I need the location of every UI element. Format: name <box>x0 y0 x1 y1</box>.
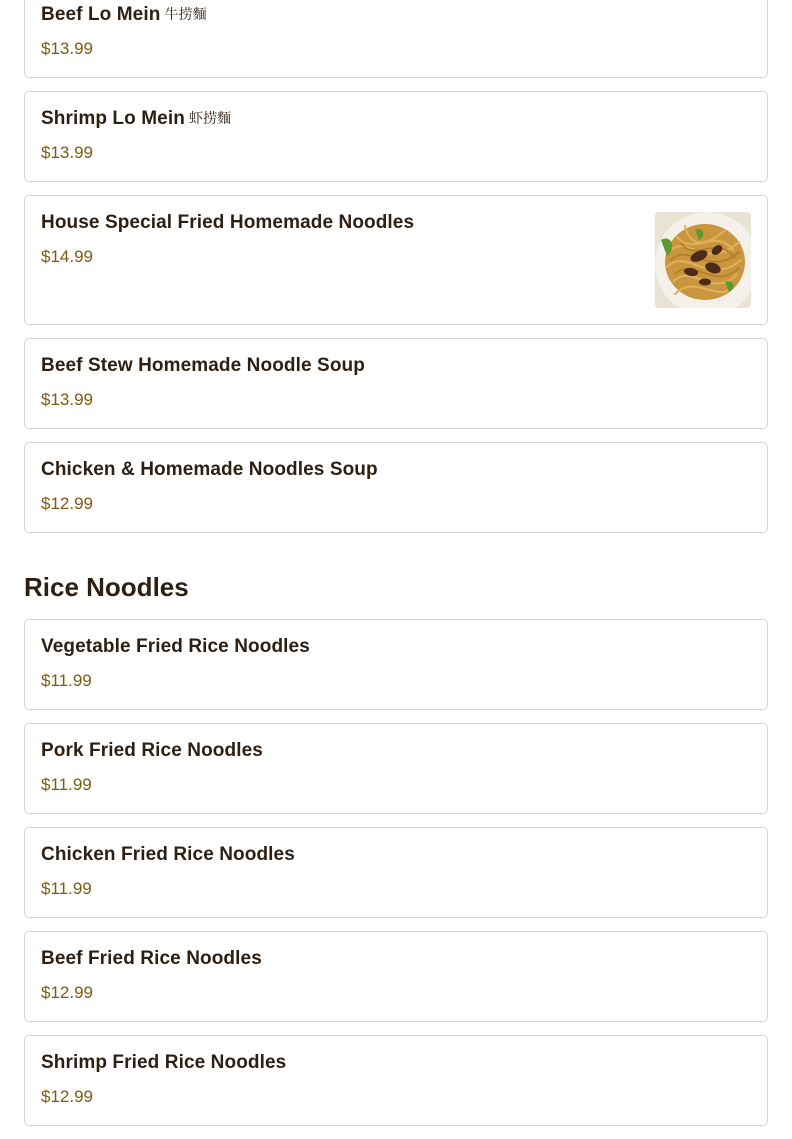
menu-item-card[interactable] <box>24 442 768 533</box>
menu-item-name: Pork Fried Rice Noodles <box>41 740 263 761</box>
fried-noodles-photo-icon <box>655 212 751 308</box>
section-title-rice-noodles: Rice Noodles <box>24 572 189 602</box>
noodles-item-list <box>24 0 768 533</box>
menu-item-price: $12.99 <box>41 1087 93 1106</box>
menu-item-price: $14.99 <box>41 247 93 266</box>
menu-item-name: Shrimp Lo Mein 虾捞麵 <box>41 108 232 129</box>
menu-item-chinese-name: 虾捞麵 <box>188 111 232 127</box>
menu-item-card[interactable] <box>24 931 768 1022</box>
menu-item-name: Beef Fried Rice Noodles <box>41 948 262 969</box>
menu-item-name: Vegetable Fried Rice Noodles <box>41 636 310 657</box>
menu-item-price: $11.99 <box>41 879 92 898</box>
menu-item-price: $12.99 <box>41 494 93 513</box>
menu-item-price: $11.99 <box>41 775 92 794</box>
menu-item-photo[interactable] <box>655 212 751 308</box>
menu-item-card[interactable] <box>24 338 768 429</box>
rice-noodles-item-list <box>24 619 768 1126</box>
menu-item-name: Beef Lo Mein 牛捞麵 <box>41 4 207 25</box>
menu-item-price: $13.99 <box>41 390 93 409</box>
menu-item-card[interactable] <box>24 91 768 182</box>
menu-item-card[interactable] <box>24 0 768 78</box>
menu-item-name: Shrimp Fried Rice Noodles <box>41 1052 287 1073</box>
menu-item-price: $13.99 <box>41 143 93 162</box>
menu-item-name: Chicken Fried Rice Noodles <box>41 844 295 865</box>
menu-item-card[interactable] <box>24 619 768 710</box>
menu-item-card[interactable] <box>24 827 768 918</box>
menu-item-price: $13.99 <box>41 39 93 58</box>
menu-item-price: $11.99 <box>41 671 92 690</box>
menu-item-name: Chicken & Homemade Noodles Soup <box>41 459 378 480</box>
menu-item-card[interactable] <box>24 723 768 814</box>
menu-item-name: House Special Fried Homemade Noodles <box>41 212 415 233</box>
menu-item-name: Beef Stew Homemade Noodle Soup <box>41 355 365 376</box>
menu-item-card[interactable] <box>24 1035 768 1126</box>
menu-item-card[interactable] <box>24 195 768 325</box>
menu-item-chinese-name: 牛捞麵 <box>164 7 207 23</box>
menu-item-price: $12.99 <box>41 983 93 1002</box>
